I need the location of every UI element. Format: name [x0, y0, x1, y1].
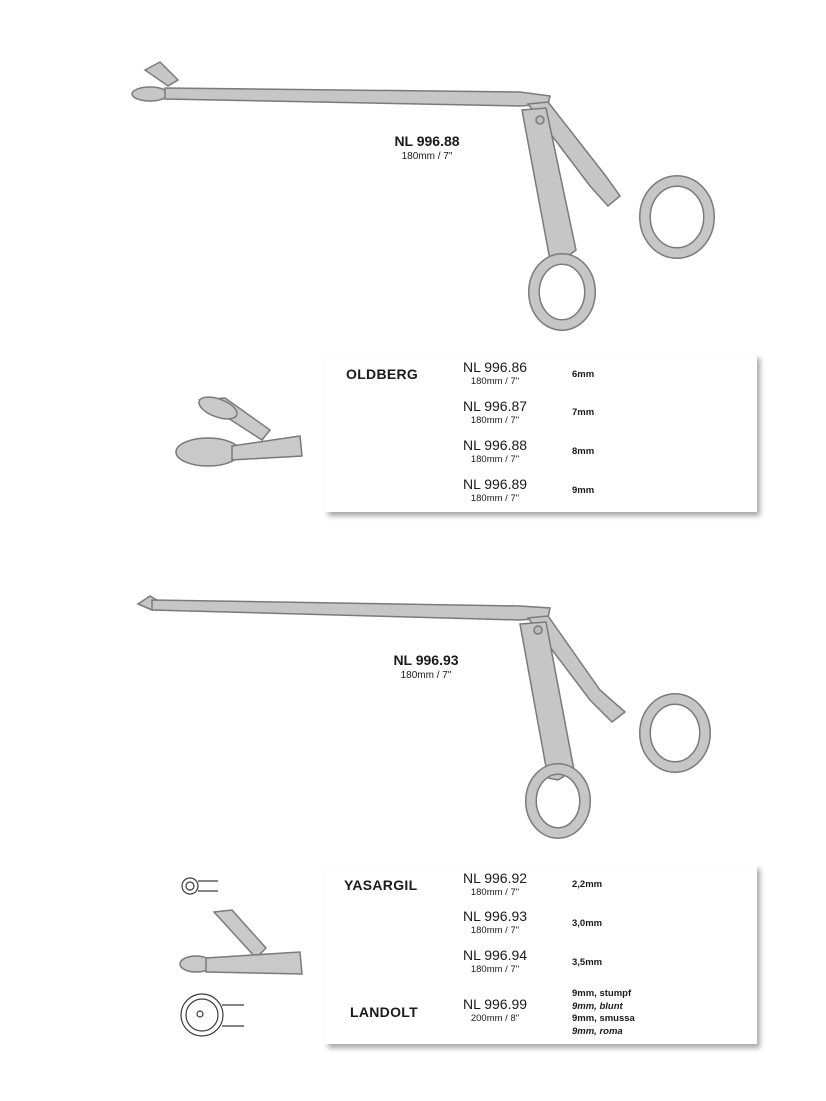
table-row-length: 180mm / 7" [470, 376, 520, 387]
table-row-size: 8mm [572, 446, 595, 457]
table-row-size: 3,5mm [572, 957, 603, 968]
size-note: 9mm, smussa [572, 1013, 635, 1024]
table-row-code: NL 996.86 [462, 359, 528, 375]
table-row-size: 9mm [572, 485, 595, 496]
family-name: OLDBERG [346, 366, 419, 382]
table-row-size: 6mm [572, 369, 595, 380]
family-name: YASARGIL [344, 877, 418, 893]
table-row-length: 180mm / 7" [470, 454, 520, 465]
table-row-length: 180mm / 7" [470, 493, 520, 504]
table-row-code: NL 996.89 [462, 476, 528, 492]
table-row-length: 180mm / 7" [470, 964, 520, 975]
instrument-size: 180mm / 7" [401, 151, 453, 162]
table-row-size: 7mm [572, 407, 595, 418]
instrument-code: NL 996.88 [394, 133, 460, 149]
size-note: 9mm, blunt [572, 1000, 623, 1012]
family-name-secondary: LANDOLT [350, 1004, 418, 1020]
table-row-code: NL 996.93 [462, 908, 528, 924]
table-row-code: NL 996.94 [462, 947, 528, 963]
table-row-code: NL 996.87 [462, 398, 528, 414]
instrument-size: 180mm / 7" [400, 670, 452, 681]
table-row-code: NL 996.88 [462, 437, 528, 453]
table-row-length: 180mm / 7" [470, 887, 520, 898]
size-note: 9mm, roma [572, 1025, 623, 1037]
size-note: 9mm, stumpf [572, 988, 632, 999]
table-row-size-multi [572, 988, 635, 1038]
table-row-code: NL 996.99 [462, 996, 528, 1012]
table-row-length: 180mm / 7" [470, 925, 520, 936]
table-row-size: 2,2mm [572, 879, 603, 890]
instrument-code: NL 996.93 [393, 652, 459, 668]
table-row-length: 180mm / 7" [470, 415, 520, 426]
table-row-size: 3,0mm [572, 918, 603, 929]
table-row-code: NL 996.92 [462, 870, 528, 886]
table-row-length: 200mm / 8" [470, 1013, 520, 1024]
yasargil-table [325, 865, 757, 1044]
